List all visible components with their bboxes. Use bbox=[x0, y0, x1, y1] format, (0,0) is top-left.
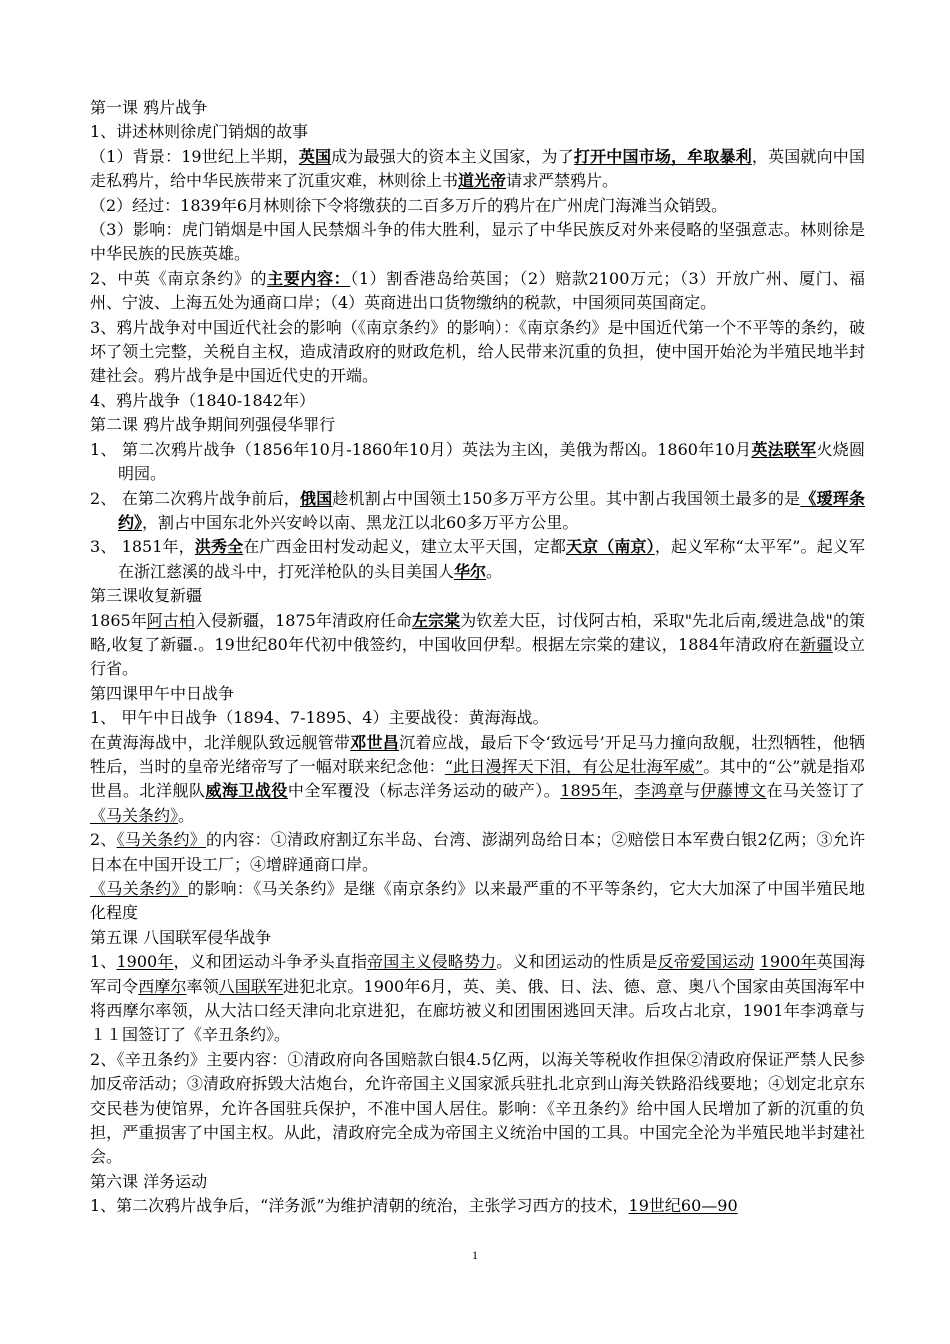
text-run: 沉着应战，最后下令‘致远号’开足马力撞向敌舰，壮烈牺牲，他牺牲后，当时的皇帝光绪帝写了一幅对联来纪念他： bbox=[90, 732, 865, 776]
emphasized-text: 伊藤博文 bbox=[700, 781, 767, 801]
text-run: 。义和团运动的性质是 bbox=[496, 952, 658, 972]
paragraph bbox=[90, 682, 865, 706]
text-run: ，义和团运动斗争矛头直指 bbox=[173, 952, 368, 972]
paragraph bbox=[90, 535, 865, 584]
text-run: 。 bbox=[486, 561, 503, 581]
text-run: 的内容：①清政府割辽东半岛、台湾、澎湖列岛给日本；②赔偿日本军费白银2亿两；③允许日本在中国开设工厂；④增辟通商口岸。 bbox=[90, 830, 865, 874]
paragraph bbox=[90, 828, 865, 877]
text-run: 火烧圆明园。 bbox=[118, 439, 865, 484]
paragraph bbox=[90, 487, 865, 536]
paragraph bbox=[90, 1048, 865, 1170]
emphasized-text: 西摩尔 bbox=[138, 976, 187, 996]
paragraph bbox=[90, 389, 865, 413]
paragraph bbox=[90, 120, 865, 144]
paragraph bbox=[90, 1194, 865, 1218]
text-run: 1、 第二次鸦片战争（1856年10月-1860年10月）英法为主凶，美俄为帮凶。1860年10月 bbox=[90, 439, 752, 459]
paragraph bbox=[90, 218, 865, 267]
emphasized-text: 帝国主义侵略势力 bbox=[367, 952, 497, 972]
paragraph bbox=[90, 413, 865, 437]
text-run: 3、 1851年， bbox=[90, 537, 195, 557]
text-run: 4、鸦片战争（1840-1842年） bbox=[90, 390, 316, 410]
text-run: ， bbox=[618, 781, 635, 801]
text-run: ，英国就向中国走私鸦片，给中华民族带来了沉重灾难，林则徐上书 bbox=[90, 146, 865, 191]
text-run: 中全军覆没（标志洋务运动的破产）。 bbox=[287, 781, 561, 801]
emphasized-text: 威海卫战役 bbox=[205, 781, 288, 801]
emphasized-text: 洪秀全 bbox=[194, 537, 244, 557]
emphasized-text: 《马关条约》 bbox=[90, 805, 179, 825]
emphasized-text: 1895年 bbox=[560, 781, 618, 801]
emphasized-text: 八国联军 bbox=[218, 976, 284, 996]
text-run: （2）经过：1839年6月林则徐下令将缴获的二百多万斤的鸦片在广州虎门海滩当众销毁。 bbox=[90, 195, 728, 215]
text-run: 2、 bbox=[90, 830, 117, 850]
text-run: 3、鸦片战争对中国近代社会的影响（《南京条约》的影响）：《南京条约》是中国近代第一个不平等的条约，破坏了领土完整，关税自主权，造成清政府的财政危机，给人民带来沉重的负担，使中国开始沦为半殖民地半封建社会。鸦片战争是中国近代史的开端。 bbox=[90, 317, 865, 386]
text-run: 英国海军司令 bbox=[90, 952, 865, 996]
text-run: ，起义军称“太平军”。起义军在浙江慈溪的战斗中，打死洋枪队的头目美国人 bbox=[118, 537, 865, 581]
text-run: 1、讲述林则徐虎门销烟的故事 bbox=[90, 122, 309, 142]
text-run: 率领 bbox=[186, 976, 219, 996]
emphasized-text: 俄国 bbox=[300, 488, 333, 508]
text-run: 2、《辛丑条约》主要内容：①清政府向各国赔款白银4.5亿两，以海关等税收作担保②清政府保证严禁人民参加反帝活动；③清政府拆毁大沽炮台，允许帝国主义国家派兵驻扎北京到山海关铁路沿线要地；④划定北京东交民巷为使馆界，允许各国驻兵保护，不准中国人居住。影响：《辛丑条约》给中国人民增加了新的沉重的负担，严重损害了中国主权。从此，清政府完全成为帝国主义统治中国的工具。中国完全沦为半殖民地半封建社会。 bbox=[90, 1049, 865, 1167]
text-run: 请求严禁鸦片。 bbox=[506, 171, 619, 191]
text-run: 的影响：《马关条约》是继《南京条约》以来最严重的不平等条约，它大大加深了中国半殖民地化程度 bbox=[90, 879, 865, 923]
text-run: 进犯北京。1900年6月，英、美、俄、日、法、德、意、奥八个国家由英国海军中将西摩尔率领，从大沽口经天津向北京进犯，在廊坊被义和团围困逃回天津。后攻占北京，1901年李鸿章与１１国签订了《辛丑条约》。 bbox=[90, 976, 865, 1045]
paragraph bbox=[90, 145, 865, 194]
text-run: 第三课收复新疆 bbox=[90, 586, 203, 606]
paragraph bbox=[90, 706, 865, 730]
text-run: 1、 bbox=[90, 952, 117, 972]
paragraph bbox=[90, 267, 865, 316]
paragraph bbox=[90, 877, 865, 926]
text-run: 第五课 八国联军侵华战争 bbox=[90, 927, 272, 947]
paragraph bbox=[90, 438, 865, 487]
paragraph bbox=[90, 316, 865, 389]
paragraph bbox=[90, 731, 865, 829]
text-run: 2、 在第二次鸦片战争前后， bbox=[90, 488, 300, 508]
text-run: 与 bbox=[683, 781, 701, 801]
emphasized-text: 1900年 bbox=[116, 952, 174, 972]
text-run: 1865年 bbox=[90, 610, 147, 630]
text-run: （1）割香港岛给英国；（2）赔款2100万元；（3）开放广州、厦门、福州、宁波、上海五处为通商口岸；（4）英商进出口货物缴纳的税款，中国须同英国商定。 bbox=[90, 268, 865, 313]
text-run: 入侵新疆，1875年清政府任命 bbox=[194, 610, 413, 630]
text-run: 1、第二次鸦片战争后，“洋务派”为维护清朝的统治，主张学习西方的技术， bbox=[90, 1196, 629, 1216]
text-run: 在广西金田村发动起义，建立太平天国，定都 bbox=[243, 537, 566, 557]
text-run: 在黄海海战中，北洋舰队致远舰管带 bbox=[90, 732, 351, 752]
emphasized-text: 左宗棠 bbox=[412, 610, 461, 630]
emphasized-text: 华尔 bbox=[454, 561, 487, 581]
text-run: 。 bbox=[178, 805, 195, 825]
text-run: 第四课甲午中日战争 bbox=[90, 683, 235, 703]
text-run: 2、中英《南京条约》的 bbox=[90, 268, 268, 288]
text-run: 成为最强大的资本主义国家，为了 bbox=[331, 146, 574, 166]
emphasized-text: 道光帝 bbox=[458, 171, 507, 191]
emphasized-text: 《马关条约》 bbox=[90, 879, 188, 898]
text-run: 第一课 鸦片战争 bbox=[90, 98, 208, 117]
text-run: （1）背景：19世纪上半期， bbox=[90, 146, 299, 166]
text-run: 第二课 鸦片战争期间列强侵华罪行 bbox=[90, 415, 336, 435]
emphasized-text: 打开中国市场，牟取暴利 bbox=[573, 146, 752, 166]
paragraph bbox=[90, 1170, 865, 1194]
emphasized-text: 《马关条约》 bbox=[116, 830, 206, 850]
emphasized-text: 阿古柏 bbox=[146, 610, 195, 630]
text-run: 。其中的“公”就是指邓世昌。北洋舰队 bbox=[90, 756, 865, 801]
text-run: 在马关签订了 bbox=[766, 781, 865, 801]
text-run: 为钦差大臣，讨伐阿古柏，采取"先北后南,缓进急战"的策略,收复了新疆.。19世纪80年代初中俄签约，中国收回伊犁。根据左宗棠的建议，1884年清政府在 bbox=[90, 610, 865, 654]
text-run: ，割占中国东北外兴安岭以南、黑龙江以北60多万平方公里。 bbox=[142, 512, 579, 532]
emphasized-text: 反帝爱国运动 bbox=[657, 952, 755, 972]
text-run: 1、 甲午中日战争（1894、7-1895、4）主要战役：黄海海战。 bbox=[90, 708, 549, 728]
emphasized-text: 主要内容： bbox=[267, 268, 351, 288]
text-run: 设立行省。 bbox=[90, 634, 865, 679]
emphasized-text: 《瑷珲条约》 bbox=[118, 488, 865, 532]
emphasized-text: 天京（南京） bbox=[565, 537, 655, 557]
text-run: 第六课 洋务运动 bbox=[90, 1171, 208, 1191]
document-body bbox=[90, 96, 865, 1219]
page-number: 1 bbox=[472, 1248, 478, 1262]
emphasized-text: 19世纪60—90 bbox=[628, 1196, 738, 1216]
paragraph bbox=[90, 194, 865, 218]
emphasized-text: 邓世昌 bbox=[350, 732, 400, 752]
emphasized-text: 英国 bbox=[298, 146, 332, 166]
emphasized-text: 1900年 bbox=[759, 952, 817, 972]
paragraph bbox=[90, 950, 865, 1048]
emphasized-text: 新疆 bbox=[800, 634, 833, 654]
text-run: 趁机割占中国领土150多万平方公里。其中割占我国领土最多的是 bbox=[332, 488, 801, 508]
paragraph bbox=[90, 96, 865, 120]
text-run: （3）影响：虎门销烟是中国人民禁烟斗争的伟大胜利，显示了中华民族反对外来侵略的坚强意志。林则徐是中华民族的民族英雄。 bbox=[90, 220, 865, 264]
paragraph bbox=[90, 584, 865, 608]
paragraph bbox=[90, 926, 865, 950]
emphasized-text: “此日漫挥天下泪，有公足壮海军威” bbox=[444, 756, 704, 776]
emphasized-text: 英法联军 bbox=[751, 439, 817, 459]
paragraph bbox=[90, 609, 865, 682]
emphasized-text: 李鸿章 bbox=[634, 781, 684, 801]
